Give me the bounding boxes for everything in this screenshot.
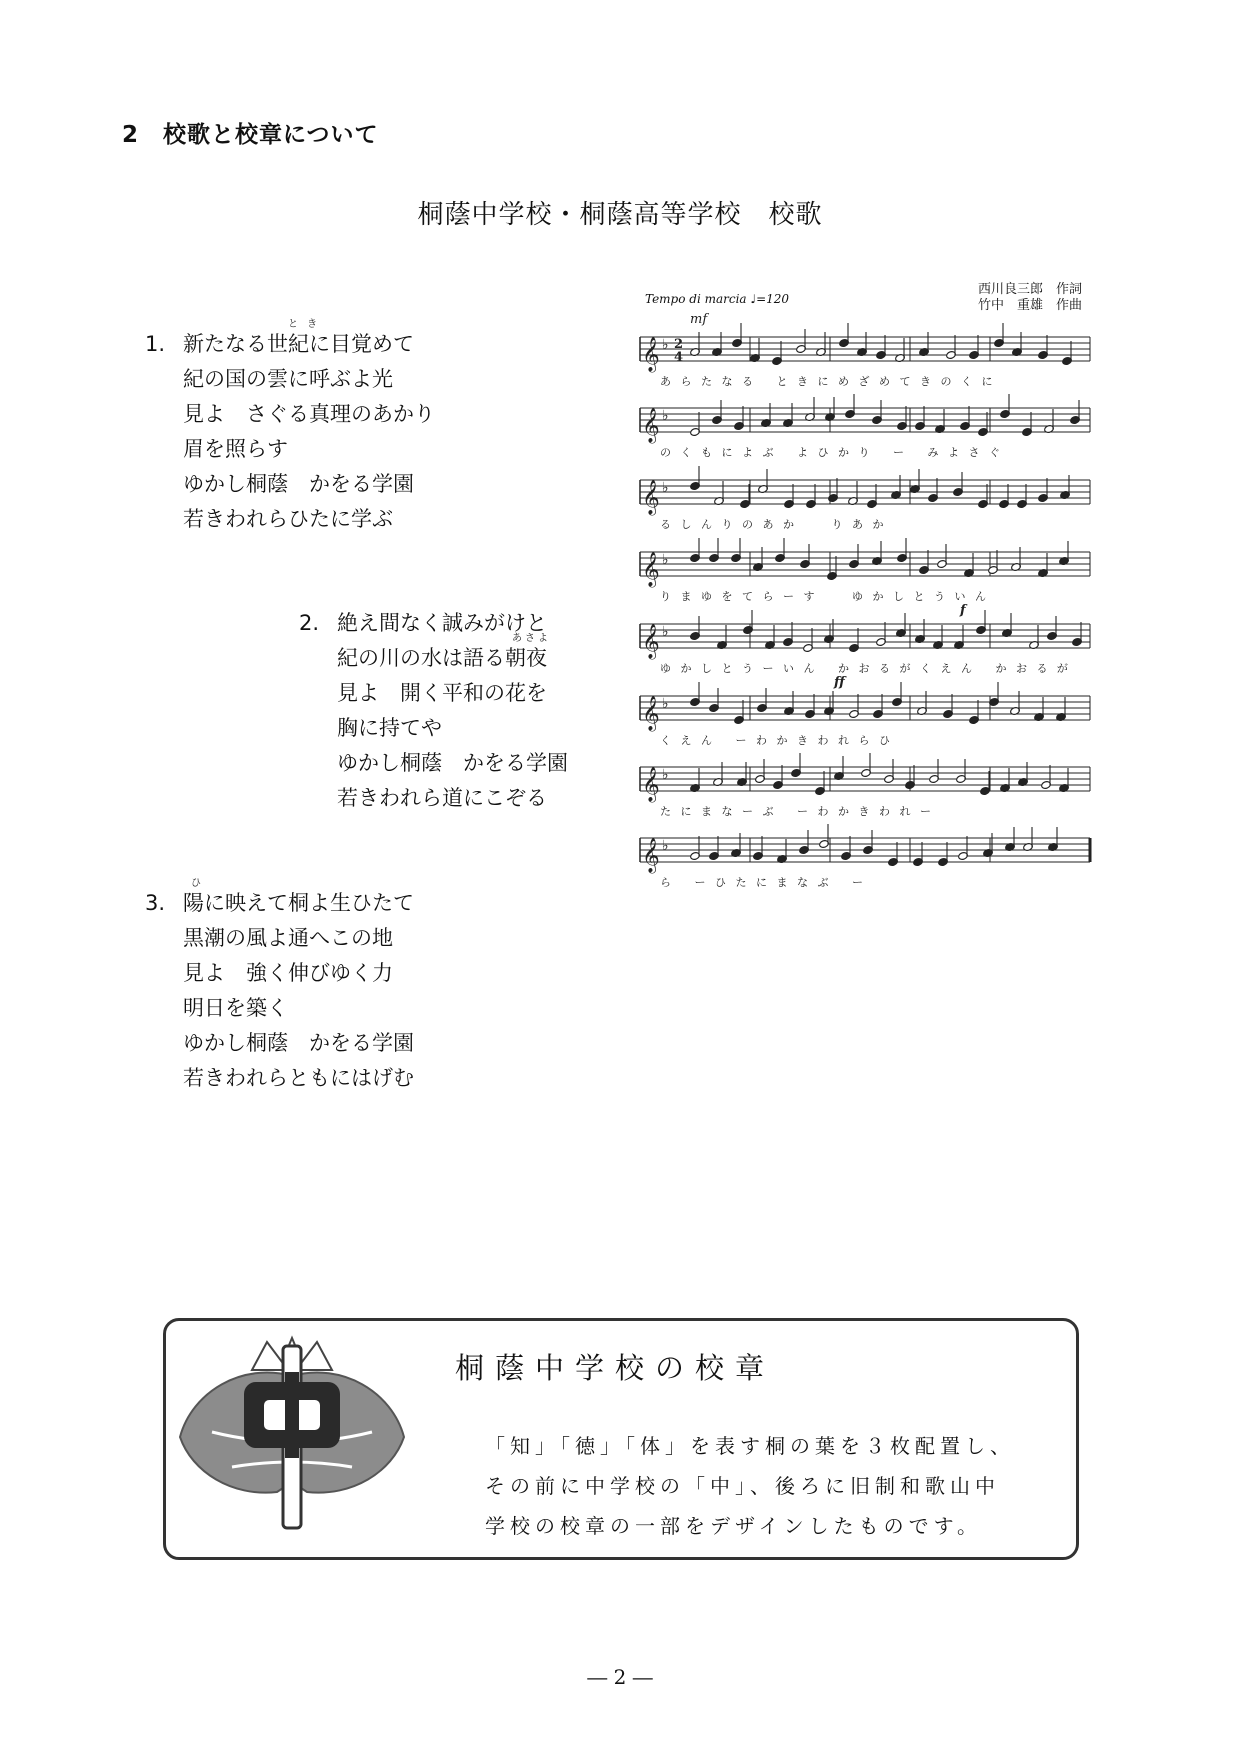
flat-icon: ♭ xyxy=(662,337,669,353)
verse-line: ゆかし桐蔭 かをる学園 xyxy=(337,751,568,775)
verse-line: ゆかし桐蔭 かをる学園 xyxy=(183,1031,414,1055)
verse-line: 胸に持てや xyxy=(337,716,442,740)
sheet-music-score xyxy=(630,300,1100,960)
verse-line: 眉を照らす xyxy=(183,437,288,461)
verse-line: 若きわれらひたに学ぶ xyxy=(183,507,393,531)
verse-number: 1. xyxy=(145,332,166,356)
verse-line: 若きわれら道にこぞる xyxy=(337,786,547,810)
flat-icon: ♭ xyxy=(662,696,669,712)
ruby-reading: と き xyxy=(288,319,321,330)
verse-1 xyxy=(145,319,435,537)
treble-clef-icon: 𝄞 xyxy=(642,767,660,802)
flat-icon: ♭ xyxy=(662,838,669,854)
school-emblem-icon xyxy=(172,1332,412,1532)
treble-clef-icon: 𝄞 xyxy=(642,838,660,873)
verse-number: 2. xyxy=(299,611,320,635)
verse-line: 新たなる世紀に目覚めて xyxy=(183,332,414,356)
verse-2 xyxy=(299,606,568,816)
verse-line: 絶え間なく誠みがけと xyxy=(337,611,547,635)
verse-number: 3. xyxy=(145,891,166,915)
section-heading: 2 校歌と校章について xyxy=(122,122,379,148)
ruby-reading: あさよ xyxy=(512,633,551,644)
emblem-title: 桐蔭中学校の校章 xyxy=(455,1351,776,1385)
score-lyric-line: の く も に よ ぶ よ ひ か り ー み よ さ ぐ xyxy=(660,446,1003,459)
tempo-marking: Tempo di marcia ♩=120 xyxy=(645,292,790,306)
treble-clef-icon: 𝄞 xyxy=(642,624,660,659)
score-lyric-line: る し ん り の あ か り あ か xyxy=(660,518,887,531)
composer-credits: 西川良三郎 作詞 竹中 重雄 作曲 xyxy=(978,282,1083,313)
score-lyric-line: く え ん ー わ か き わ れ ら ひ xyxy=(660,734,893,747)
dynamic-marking: ff xyxy=(834,675,845,690)
verse-line: 見よ さぐる真理のあかり xyxy=(183,402,435,426)
flat-icon: ♭ xyxy=(662,480,669,496)
emblem-description-line: 「知」「徳」「体」を表す桐の葉を３枚配置し、 xyxy=(485,1434,1015,1458)
treble-clef-icon: 𝄞 xyxy=(642,408,660,443)
verse-line: 紀の国の雲に呼ぶよ光 xyxy=(183,367,393,391)
score-lyric-line: あ ら た な る と き に め ざ め て き の く に xyxy=(660,375,996,388)
verse-line: 黒潮の風よ通へこの地 xyxy=(183,926,393,950)
verse-line: 若きわれらともにはげむ xyxy=(183,1066,414,1090)
flat-icon: ♭ xyxy=(662,552,669,568)
ruby-reading: ひ xyxy=(191,878,204,889)
score-lyric-line: ゆ か し と う ー い ん か お る が く え ん か お る が xyxy=(660,662,1071,675)
score-lyric-line: た に ま な ー ぶ ー わ か き わ れ ー xyxy=(660,805,934,818)
score-lyric-line: り ま ゆ を て ら ー す ゆ か し と う い ん xyxy=(660,590,989,603)
verse-line: 見よ 強く伸びゆく力 xyxy=(183,961,393,985)
emblem-description-line: 学校の校章の一部をデザインしたものです。 xyxy=(485,1514,982,1538)
emblem-description-line: その前に中学校の「中」、後ろに旧制和歌山中 xyxy=(485,1474,1000,1498)
treble-clef-icon: 𝄞 xyxy=(642,696,660,731)
score-lyric-line: ら ー ひ た に ま な ぶ ー xyxy=(660,876,866,889)
flat-icon: ♭ xyxy=(662,408,669,424)
emblem-char: 中 xyxy=(291,1442,293,1443)
song-title: 桐蔭中学校・桐蔭高等学校 校歌 xyxy=(417,200,823,230)
flat-icon: ♭ xyxy=(662,767,669,783)
time-signature: 2 xyxy=(674,337,684,352)
verse-line: 明日を築く xyxy=(183,996,288,1020)
verse-line: ゆかし桐蔭 かをる学園 xyxy=(183,472,414,496)
flat-icon: ♭ xyxy=(662,624,669,640)
treble-clef-icon: 𝄞 xyxy=(642,552,660,587)
verse-line: 紀の川の水は語る朝夜 xyxy=(337,646,547,670)
verse-line: 見よ 開く平和の花を xyxy=(337,681,547,705)
verse-3 xyxy=(145,878,414,1096)
page-number: ― 2 ― xyxy=(587,1665,653,1689)
treble-clef-icon: 𝄞 xyxy=(642,337,660,372)
treble-clef-icon: 𝄞 xyxy=(642,480,660,515)
dynamic-marking: mf xyxy=(690,312,708,327)
dynamic-marking: f xyxy=(960,603,966,618)
time-signature: 4 xyxy=(674,350,684,365)
verse-line: 陽に映えて桐よ生ひたて xyxy=(183,891,414,915)
